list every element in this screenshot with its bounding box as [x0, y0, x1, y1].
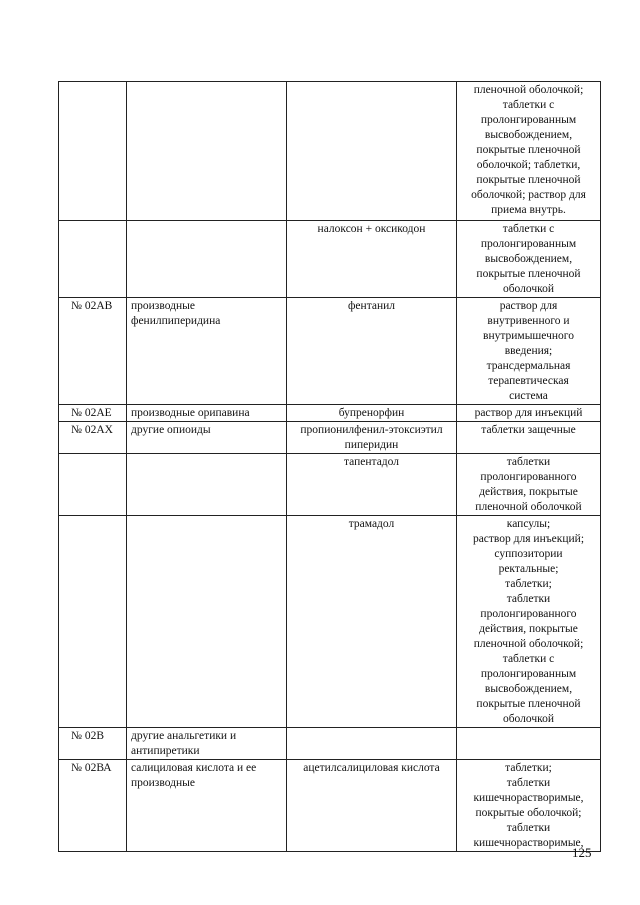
drug-name-cell: бупренорфин — [287, 405, 457, 422]
atc-code-cell: № 02В — [59, 728, 127, 760]
group-name-cell — [127, 82, 287, 221]
drug-name-cell — [287, 728, 457, 760]
drug-name-cell: налоксон + оксикодон — [287, 221, 457, 298]
drug-name-cell: ацетилсалициловая кислота — [287, 760, 457, 852]
group-name-cell — [127, 454, 287, 516]
table-row — [59, 454, 601, 516]
group-name-cell: производные фенилпиперидина — [127, 298, 287, 405]
table-row — [59, 82, 601, 221]
drug-name-cell: трамадол — [287, 516, 457, 728]
table-row — [59, 516, 601, 728]
page-number: 125 — [572, 845, 592, 860]
group-name-cell: другие опиоиды — [127, 422, 287, 454]
table-row — [59, 422, 601, 454]
dosage-form-cell: таблетки пролонгированного действия, покрытые пленочной оболочкой — [457, 454, 601, 516]
drug-name-cell: тапентадол — [287, 454, 457, 516]
table-row — [59, 405, 601, 422]
table-row — [59, 298, 601, 405]
medication-table-body — [59, 82, 601, 852]
dosage-form-cell — [457, 728, 601, 760]
group-name-cell: другие анальгетики и антипиретики — [127, 728, 287, 760]
atc-code-cell — [59, 221, 127, 298]
drug-name-cell — [287, 82, 457, 221]
table-row — [59, 728, 601, 760]
dosage-form-cell: пленочной оболочкой; таблетки с пролонгированным высвобождением, покрытые пленочной оболочкой; таблетки, покрытые пленочной оболочкой; раствор для приема внутрь. — [457, 82, 601, 221]
atc-code-cell — [59, 82, 127, 221]
group-name-cell: производные орипавина — [127, 405, 287, 422]
table-row — [59, 760, 601, 852]
table-row — [59, 221, 601, 298]
group-name-cell: салициловая кислота и ее производные — [127, 760, 287, 852]
atc-code-cell — [59, 516, 127, 728]
dosage-form-cell: капсулы; раствор для инъекций; суппозитории ректальные; таблетки; таблетки пролонгированного действия, покрытые пленочной оболочкой; таблетки с пролонгированным высвобождением, покрытые пленочной оболочкой — [457, 516, 601, 728]
medication-table — [58, 81, 601, 852]
atc-code-cell: № 02ВА — [59, 760, 127, 852]
atc-code-cell: № 02АВ — [59, 298, 127, 405]
drug-name-cell: пропионилфенил-этоксиэтил пиперидин — [287, 422, 457, 454]
atc-code-cell: № 02АЕ — [59, 405, 127, 422]
dosage-form-cell: раствор для инъекций — [457, 405, 601, 422]
group-name-cell — [127, 221, 287, 298]
atc-code-cell — [59, 454, 127, 516]
dosage-form-cell: таблетки; таблетки кишечнорастворимые, покрытые оболочкой; таблетки кишечнорастворимые, — [457, 760, 601, 852]
dosage-form-cell: таблетки защечные — [457, 422, 601, 454]
drug-name-cell: фентанил — [287, 298, 457, 405]
dosage-form-cell: таблетки с пролонгированным высвобождением, покрытые пленочной оболочкой — [457, 221, 601, 298]
group-name-cell — [127, 516, 287, 728]
dosage-form-cell: раствор для внутривенного и внутримышечного введения; трансдермальная терапевтическая система — [457, 298, 601, 405]
atc-code-cell: № 02АХ — [59, 422, 127, 454]
